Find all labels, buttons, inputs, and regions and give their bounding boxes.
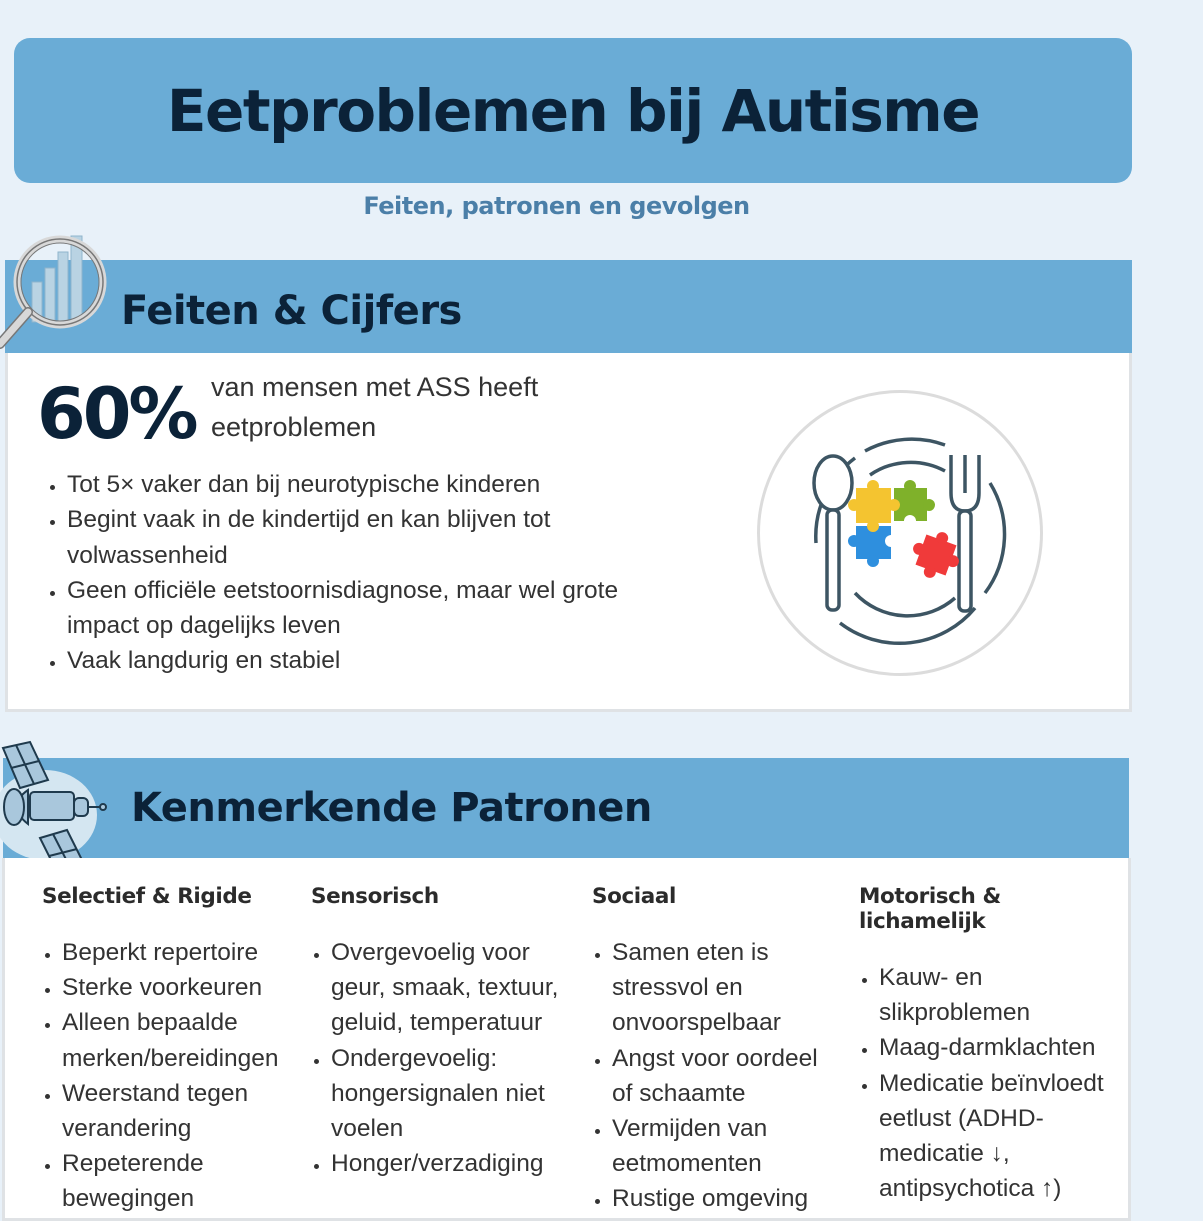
list-item: • Begint vaak in de kindertijd en kan blijven tot volwassenheid [67, 502, 627, 573]
page-subtitle: Feiten, patronen en gevolgen [363, 192, 750, 220]
list-item: • Overgevoelig voor geur, smaak, textuur, geluid, temperatuur [331, 935, 571, 1041]
patterns-section-title: Kenmerkende Patronen [131, 785, 652, 831]
title-banner [14, 38, 1132, 183]
list-item: • Weerstand tegen verandering [62, 1076, 302, 1146]
list-item: • Vermijden van eetmomenten [612, 1111, 842, 1181]
pattern-column-motor [859, 884, 1127, 1206]
list-item: • Sterke voorkeuren [62, 970, 302, 1005]
column-heading: Motorisch & lichamelijk [859, 884, 1001, 934]
list-item: • Kauw- en slikproblemen [879, 960, 1127, 1030]
patterns-section-body [2, 858, 1131, 1221]
magnifier-chart-icon [0, 232, 110, 352]
list-item: • Beperkt repertoire [62, 935, 302, 970]
pattern-list [42, 935, 302, 1217]
pattern-list [311, 935, 571, 1181]
list-item: • Repeterende bewegingen [62, 1146, 302, 1216]
column-heading: Sensorisch [311, 884, 439, 909]
list-item: • Rustige omgeving [612, 1181, 842, 1216]
column-heading: Selectief & Rigide [42, 884, 252, 909]
stat-description: van mensen met ASS heeft eetproblemen [211, 372, 539, 442]
list-item: • Vaak langdurig en stabiel [67, 643, 627, 678]
page-title: Eetproblemen bij Autisme [166, 76, 980, 145]
column-heading: Sociaal [592, 884, 676, 909]
plate-puzzle-cutlery-icon [757, 390, 1043, 676]
pattern-column-social [592, 884, 842, 1217]
pattern-list [592, 935, 842, 1217]
pattern-column-sensory [311, 884, 571, 1181]
list-item: • Tot 5× vaker dan bij neurotypische kinderen [67, 467, 627, 502]
stat-value: 60% [37, 373, 196, 455]
facts-section-header [5, 260, 1132, 353]
list-item: • Alleen bepaalde merken/bereidingen [62, 1005, 302, 1075]
list-item: • Samen eten is stressvol en onvoorspelbaar [612, 935, 842, 1041]
facts-section-body [5, 353, 1132, 712]
list-item: • Geen officiële eetstoornisdiagnose, maar wel grote impact op dagelijks leven [67, 573, 627, 644]
list-item: • Honger/verzadiging [331, 1146, 571, 1181]
pattern-column-selective [42, 884, 302, 1217]
list-item: • Medicatie beïnvloedt eetlust (ADHD-medicatie ↓, antipsychotica ↑) [879, 1066, 1127, 1207]
facts-list [35, 467, 627, 679]
patterns-section-header [3, 758, 1129, 858]
list-item: • Ondergevoelig: hongersignalen niet voelen [331, 1041, 571, 1147]
pattern-list [859, 960, 1127, 1206]
facts-section-title: Feiten & Cijfers [121, 288, 462, 334]
satellite-icon [0, 740, 110, 862]
list-item: • Angst voor oordeel of schaamte [612, 1041, 842, 1111]
list-item: • Maag-darmklachten [879, 1030, 1127, 1065]
